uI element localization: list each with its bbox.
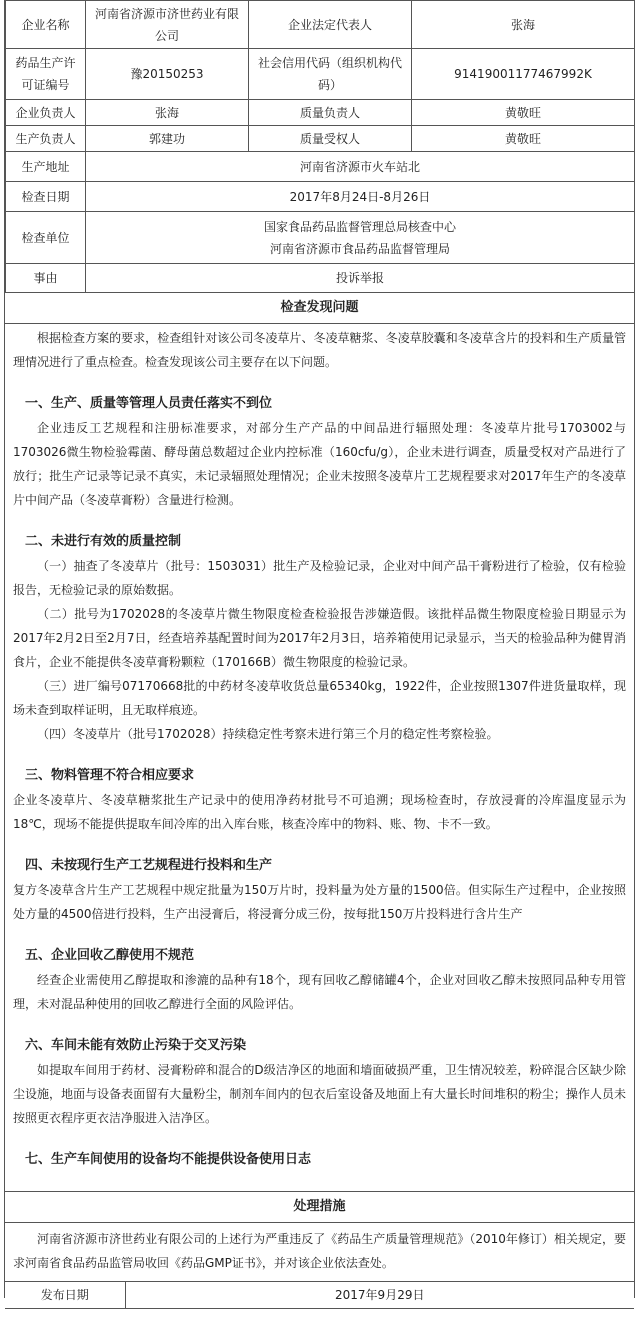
- measures-paragraph: 河南省济源市济世药业有限公司的上述行为严重违反了《药品生产质量管理规范》（2010年修订）相关规定，要求河南省食品药品监管局收回《药品GMP证书》，并对该企业依法查处。: [13, 1232, 626, 1270]
- legal-rep-value: 张海: [412, 1, 635, 49]
- reason-value: 投诉举报: [86, 264, 635, 293]
- quality-head-value: 黄敬旺: [412, 100, 635, 126]
- credit-code-label: 社会信用代码（组织机构代码）: [249, 49, 412, 100]
- section-7-heading: 七、生产车间使用的设备均不能提供设备使用日志: [25, 1152, 312, 1167]
- inspection-date-value: 2017年8月24日-8月26日: [86, 182, 635, 212]
- section-2-heading: 二、未进行有效的质量控制: [25, 534, 182, 549]
- quality-head-label: 质量负责人: [249, 100, 412, 126]
- publish-date-table: [5, 1282, 634, 1309]
- company-info-table: [5, 0, 635, 293]
- measures-body: [5, 1223, 634, 1282]
- publish-date-value: 2017年9月29日: [125, 1282, 634, 1309]
- inspection-date-label: 检查日期: [6, 182, 86, 212]
- license-value: 豫20150253: [86, 49, 249, 100]
- section-2-paragraph-1: （一）抽查了冬凌草片（批号：1503031）批生产及检验记录，企业对中间产品干膏粉进行了检验，仅有检验报告，无检验记录的原始数据。: [13, 559, 626, 597]
- inspection-unit-line-1: 国家食品药品监督管理总局核查中心: [263, 219, 456, 234]
- company-name-label: 企业名称: [6, 1, 86, 49]
- company-head-value: 张海: [86, 100, 249, 126]
- section-4-paragraph: 复方冬凌草含片生产工艺规程中规定批量为150万片时，投料量为处方量的1500倍。但实际生产过程中，企业按照处方量的4500倍进行投料，生产出浸膏后，将浸膏分成三份，按每批150万片投料进行含片生产: [13, 883, 626, 921]
- legal-rep-label: 企业法定代表人: [249, 1, 412, 49]
- findings-intro: 根据检查方案的要求，检查组针对该公司冬凌草片、冬凌草糖浆、冬凌草胶囊和冬凌草含片的投料和生产质量管理情况进行了重点检查。检查发现该公司主要存在以下问题。: [13, 331, 626, 369]
- inspection-unit-line-2: 河南省济源市食品药品监督管理局: [269, 241, 450, 256]
- findings-title: 检查发现问题: [5, 293, 634, 324]
- section-1-paragraph: 企业违反工艺规程和注册标准要求，对部分生产产品的中间品进行辐照处理：冬凌草片批号1703002与1703026微生物检验霉菌、酵母菌总数超过企业内控标准（160cfu/g），企业未进行调查，质量受权对产品进行了放行；批生产记录等记录不真实，未记录辐照处理情况；企业未按照冬凌草片工艺规程要求对2017年生产的冬凌草片中间产品（冬凌草膏粉）含量进行检测。: [13, 421, 626, 507]
- section-1-heading: 一、生产、质量等管理人员责任落实不到位: [25, 396, 273, 411]
- section-3-heading: 三、物料管理不符合相应要求: [25, 768, 195, 783]
- address-label: 生产地址: [6, 152, 86, 182]
- quality-auth-value: 黄敬旺: [412, 126, 635, 152]
- publish-date-label: 发布日期: [5, 1282, 125, 1309]
- production-head-label: 生产负责人: [6, 126, 86, 152]
- section-5-heading: 五、企业回收乙醇使用不规范: [25, 948, 195, 963]
- quality-auth-label: 质量受权人: [249, 126, 412, 152]
- company-name-value: 河南省济源市济世药业有限公司: [86, 1, 249, 49]
- section-2-paragraph-3: （三）进厂编号07170668批的中药材冬凌草收货总量65340kg，1922件，企业按照1307件进货量取样，现场未查到取样证明，且无取样痕迹。: [13, 679, 626, 717]
- credit-code-value: 91419001177467992K: [412, 49, 635, 100]
- section-3-paragraph: 企业冬凌草片、冬凌草糖浆批生产记录中的使用净药材批号不可追溯；现场检查时，存放浸膏的冷库温度显示为18℃，现场不能提供提取车间冷库的出入库台账，核查冷库中的物料、账、物、卡不一致。: [13, 793, 626, 831]
- section-6-heading: 六、车间未能有效防止污染于交叉污染: [25, 1038, 247, 1053]
- license-label: 药品生产许可证编号: [6, 49, 86, 100]
- reason-label: 事由: [6, 264, 86, 293]
- company-head-label: 企业负责人: [6, 100, 86, 126]
- findings-body: [5, 324, 634, 1191]
- section-2-paragraph-4: （四）冬凌草片（批号1702028）持续稳定性考察未进行第三个月的稳定性考察检验。: [37, 727, 499, 741]
- section-4-heading: 四、未按现行生产工艺规程进行投料和生产: [25, 858, 273, 873]
- measures-title: 处理措施: [5, 1191, 634, 1223]
- section-5-paragraph: 经查企业需使用乙醇提取和渗漉的品种有18个，现有回收乙醇储罐4个，企业对回收乙醇未按照同品种专用管理，未对混品种使用的回收乙醇进行全面的风险评估。: [13, 973, 626, 1011]
- section-6-paragraph: 如提取车间用于药材、浸膏粉碎和混合的D级洁净区的地面和墙面破损严重，卫生情况较差，粉碎混合区缺少除尘设施，地面与设备表面留有大量粉尘，制剂车间内的包衣后室设备及地面上有大量长时间堆积的粉尘；操作人员未按照更衣程序更衣洁净服进入洁净区。: [13, 1063, 626, 1125]
- inspection-unit-label: 检查单位: [6, 212, 86, 264]
- address-value: 河南省济源市火车站北: [86, 152, 635, 182]
- production-head-value: 郭建功: [86, 126, 249, 152]
- inspection-notice-document: [4, 0, 635, 1302]
- section-2-paragraph-2: （二）批号为1702028的冬凌草片微生物限度检查检验报告涉嫌造假。该批样品微生物限度检验日期显示为2017年2月2日至2月7日，经查培养基配置时间为2017年2月3日，培养箱使用记录显示，当天的检验品种为健胃消食片，企业不能提供冬凌草膏粉颗粒（170166B）微生物限度的检验记录。: [13, 607, 626, 669]
- inspection-unit-value: [86, 212, 635, 264]
